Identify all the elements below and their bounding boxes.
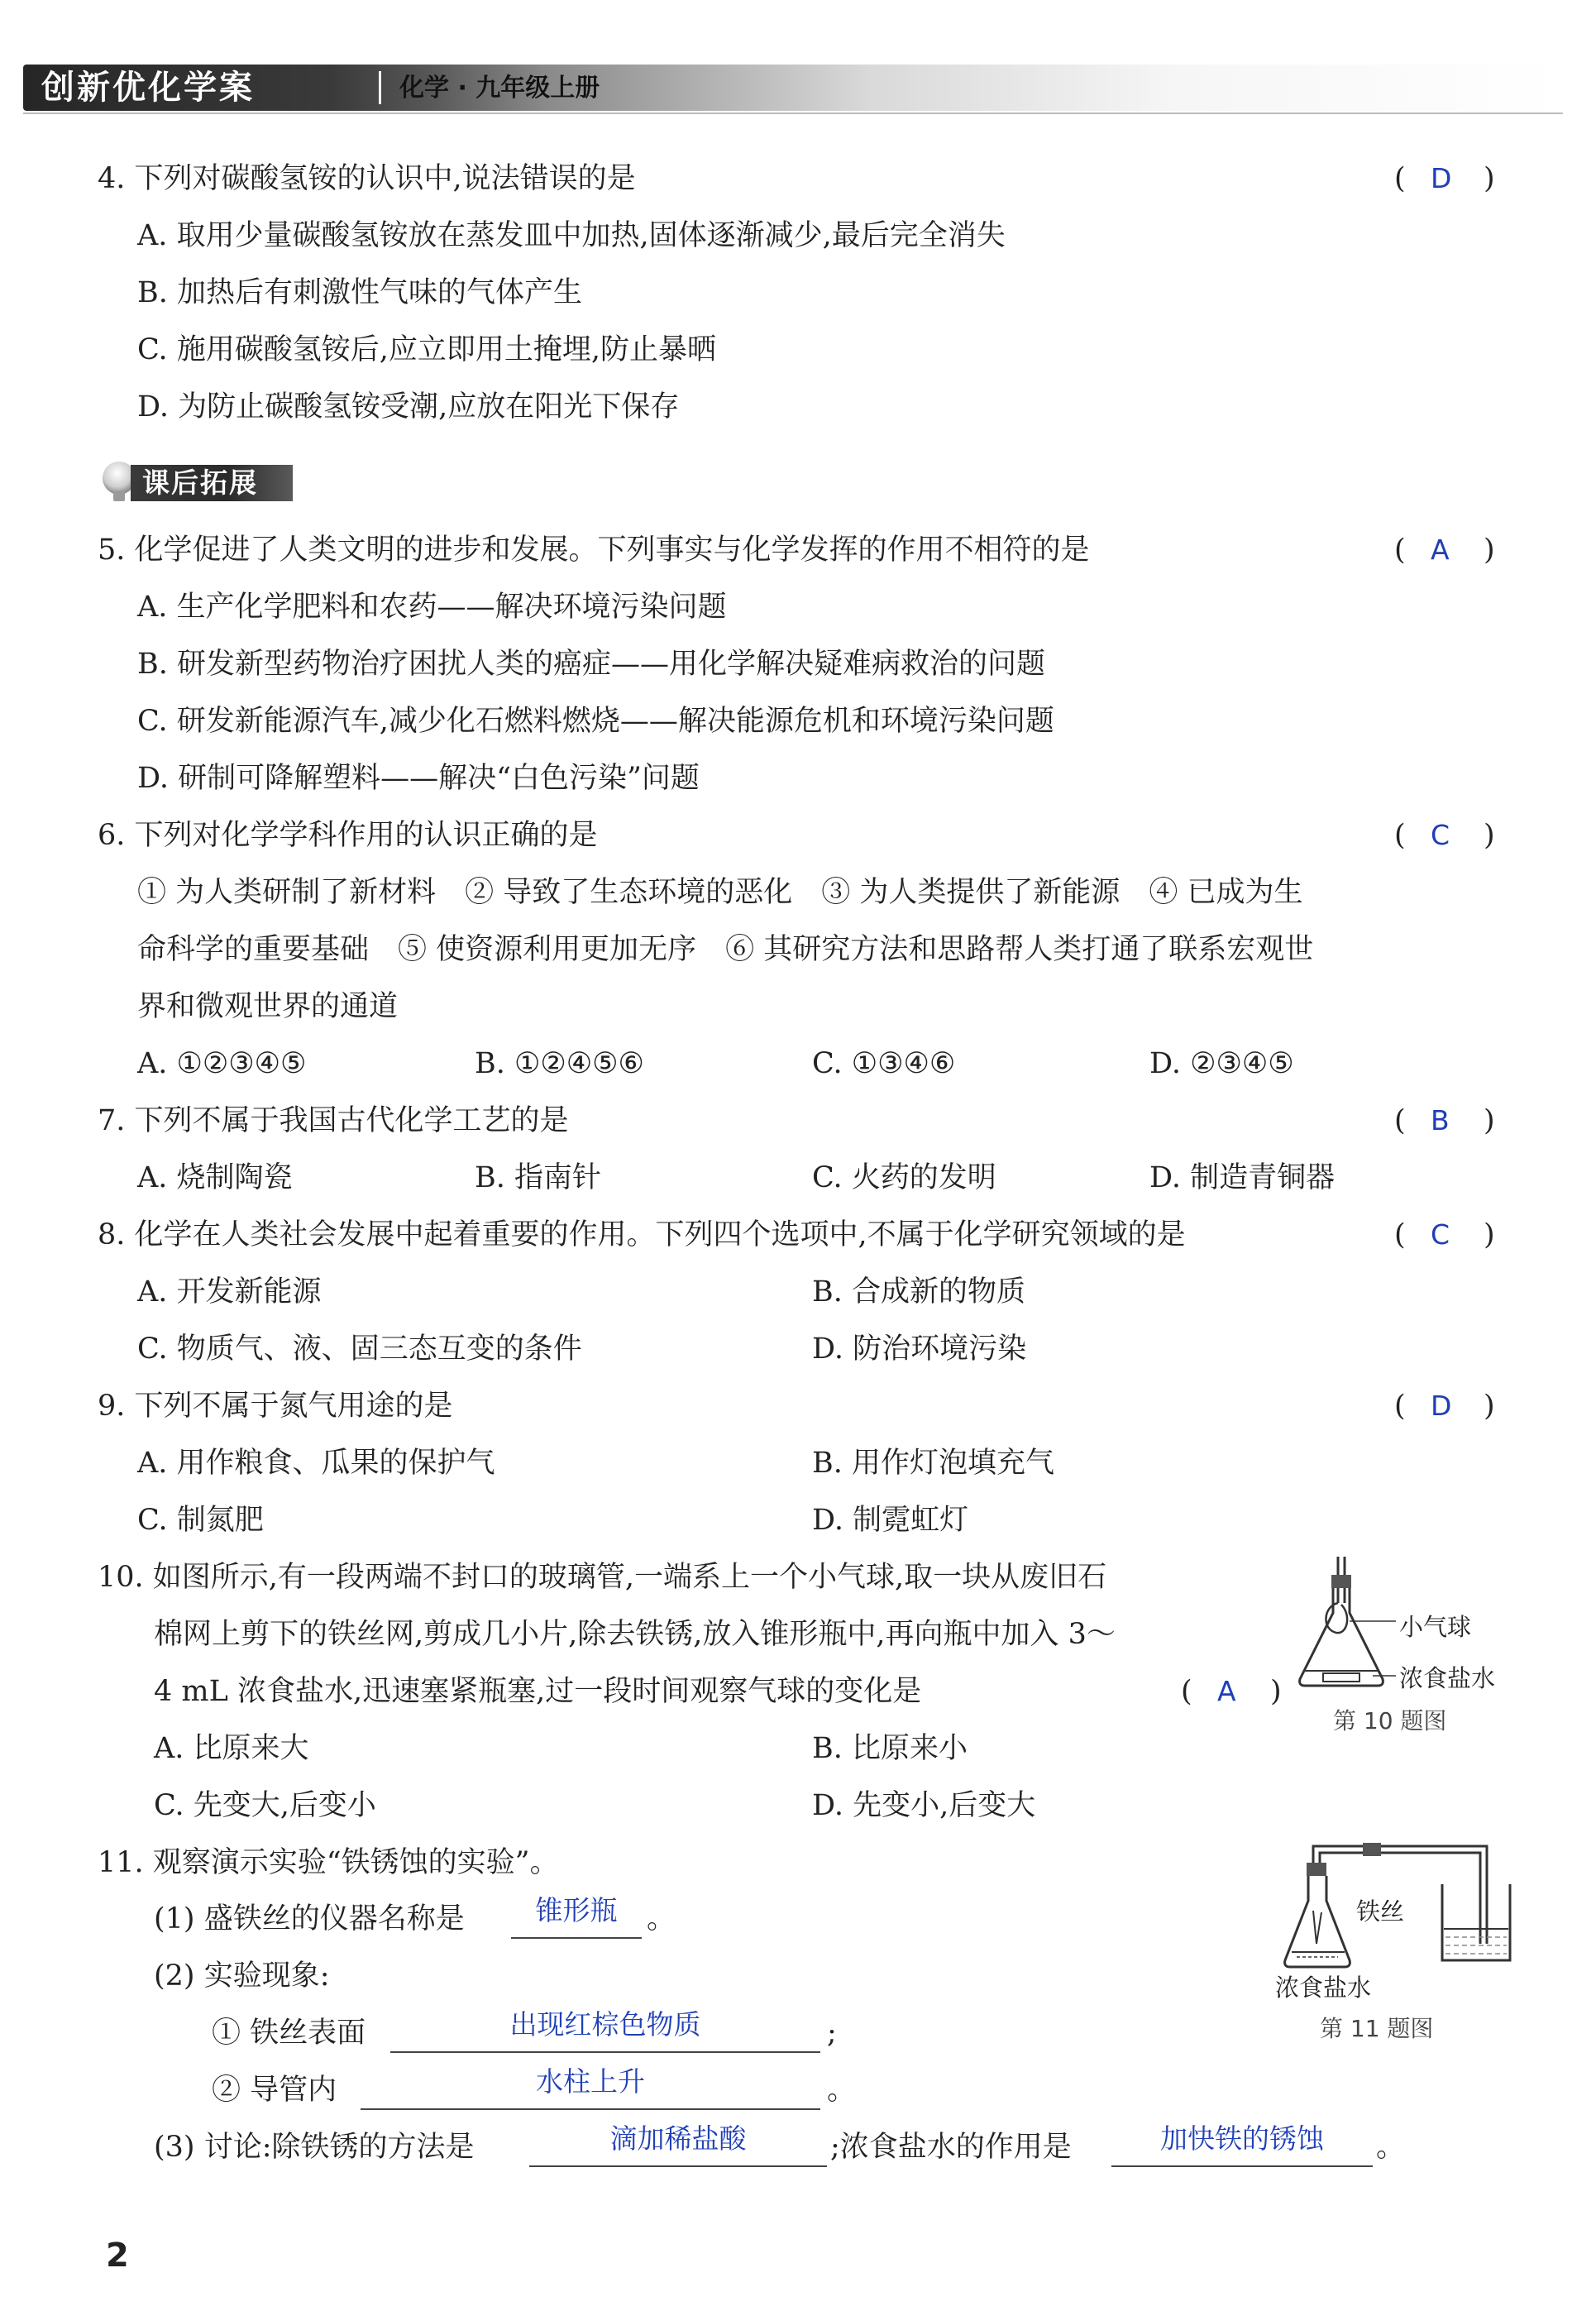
q8-stem: 8. 化学在人类社会发展中起着重要的作用。下列四个选项中,不属于化学研究领域的是 — [98, 1218, 1186, 1251]
q8-option-a: A. 开发新能源 — [137, 1275, 322, 1309]
q11-part1-answer: 锥形瓶 — [535, 1894, 618, 1926]
page-number: 2 — [106, 2237, 129, 2275]
q11-part2a-suffix: ; — [827, 2017, 837, 2050]
q11-part2a-prefix: ① 铁丝表面 — [212, 2017, 366, 2050]
q10-stem-line-2: 棉网上剪下的铁丝网,剪成几小片,除去铁锈,放入锥形瓶中,再向瓶中加入 3～ — [154, 1618, 1116, 1651]
paren-left: ( — [1394, 533, 1406, 567]
q4-option-b: B. 加热后有刺激性气味的气体产生 — [137, 276, 582, 309]
q7-option-a: A. 烧制陶瓷 — [137, 1161, 293, 1194]
q10-stem-line-3: 4 mL 浓食盐水,迅速塞紧瓶塞,过一段时间观察气球的变化是 — [154, 1675, 922, 1708]
paren-left: ( — [1181, 1675, 1192, 1708]
q9-option-b: B. 用作灯泡填充气 — [812, 1447, 1054, 1480]
q11-figure-caption: 第 11 题图 — [1320, 2015, 1434, 2042]
q11-part2a-blank — [390, 2051, 820, 2053]
paren-right: ) — [1484, 819, 1495, 852]
q9-option-a: A. 用作粮食、瓜果的保护气 — [137, 1447, 495, 1480]
q4-option-a: A. 取用少量碳酸氢铵放在蒸发皿中加热,固体逐渐减少,最后完全消失 — [137, 219, 1006, 252]
q5-option-c: C. 研发新能源汽车,减少化石燃料燃烧——解决能源危机和环境污染问题 — [137, 705, 1054, 738]
page-header — [23, 65, 1594, 111]
paren-left: ( — [1394, 162, 1406, 195]
q11-part2b-blank — [361, 2108, 820, 2110]
q6-body-line-1: ① 为人类研制了新材料 ② 导致了生态环境的恶化 ③ 为人类提供了新能源 ④ 已成为生 — [137, 876, 1303, 909]
q5-option-b: B. 研发新型药物治疗困扰人类的癌症——用化学解决疑难病救治的问题 — [137, 648, 1045, 681]
q10-flask-figure — [1290, 1555, 1406, 1704]
paren-left: ( — [1394, 819, 1406, 852]
paren-right: ) — [1484, 162, 1495, 195]
q10-option-a: A. 比原来大 — [154, 1732, 309, 1765]
q11-part3-prefix: (3) 讨论:除铁锈的方法是 — [154, 2131, 475, 2164]
q11-part3-answer-1: 滴加稀盐酸 — [609, 2122, 747, 2155]
q6-option-b: B. ①②④⑤⑥ — [475, 1047, 644, 1080]
q10-answer: A — [1217, 1675, 1236, 1707]
q11-part1-prefix: (1) 盛铁丝的仪器名称是 — [154, 1902, 465, 1935]
paren-left: ( — [1394, 1218, 1406, 1251]
q11-part1-suffix: 。 — [647, 1902, 676, 1935]
q6-option-c: C. ①③④⑥ — [812, 1047, 956, 1080]
q7-stem: 7. 下列不属于我国古代化学工艺的是 — [98, 1104, 569, 1137]
q8-option-b: B. 合成新的物质 — [812, 1275, 1025, 1309]
paren-right: ) — [1270, 1675, 1282, 1708]
q8-answer: C — [1431, 1218, 1450, 1251]
q10-label-salt-water: 浓食盐水 — [1399, 1664, 1496, 1692]
q10-stem-line-1: 10. 如图所示,有一段两端不封口的玻璃管,一端系上一个小气球,取一块从废旧石 — [98, 1561, 1107, 1594]
q11-part2: (2) 实验现象: — [154, 1959, 330, 1993]
series-logo: 创新优化学案 — [41, 69, 255, 107]
q4-option-c: C. 施用碳酸氢铵后,应立即用土掩埋,防止暴晒 — [137, 333, 717, 366]
q7-option-d: D. 制造青铜器 — [1149, 1161, 1336, 1194]
q9-option-c: C. 制氮肥 — [137, 1504, 264, 1537]
book-title: 化学 · 九年级上册 — [399, 74, 600, 103]
q4-stem: 4. 下列对碳酸氢铵的认识中,说法错误的是 — [98, 162, 636, 195]
q8-option-c: C. 物质气、液、固三态互变的条件 — [137, 1333, 582, 1366]
q6-body-line-2: 命科学的重要基础 ⑤ 使资源利用更加无序 ⑥ 其研究方法和思路帮人类打通了联系宏观世 — [137, 933, 1314, 966]
paren-right: ) — [1484, 1218, 1495, 1251]
q11-part3-middle: ;浓食盐水的作用是 — [830, 2131, 1072, 2164]
q11-part3-blank-2 — [1111, 2165, 1373, 2167]
q8-option-d: D. 防治环境污染 — [812, 1333, 1027, 1366]
q5-answer: A — [1431, 533, 1450, 566]
q6-option-d: D. ②③④⑤ — [1149, 1047, 1294, 1080]
paren-right: ) — [1484, 1104, 1495, 1137]
q10-option-d: D. 先变小,后变大 — [812, 1789, 1036, 1822]
q7-answer: B — [1431, 1104, 1450, 1136]
section-title: 课后拓展 — [142, 467, 258, 499]
q11-part3-suffix: 。 — [1376, 2131, 1406, 2164]
q11-part1-blank — [511, 1937, 642, 1939]
q7-option-b: B. 指南针 — [475, 1161, 601, 1194]
paren-left: ( — [1394, 1390, 1406, 1423]
paren-right: ) — [1484, 533, 1495, 567]
q11-part3-blank-1 — [529, 2165, 827, 2167]
q6-stem: 6. 下列对化学学科作用的认识正确的是 — [98, 819, 598, 852]
header-rule — [23, 112, 1563, 114]
q9-stem: 9. 下列不属于氮气用途的是 — [98, 1390, 453, 1423]
q11-part3-answer-2: 加快铁的锈蚀 — [1160, 2122, 1324, 2155]
q5-option-a: A. 生产化学肥料和农药——解决环境污染问题 — [137, 591, 727, 624]
q11-part2a-answer: 出现红棕色物质 — [509, 2008, 701, 2041]
q10-label-balloon: 小气球 — [1399, 1613, 1472, 1641]
q10-option-c: C. 先变大,后变小 — [154, 1789, 376, 1822]
paren-right: ) — [1484, 1390, 1495, 1423]
q6-option-a: A. ①②③④⑤ — [137, 1047, 307, 1080]
q9-answer: D — [1431, 1390, 1452, 1422]
q10-figure-caption: 第 10 题图 — [1333, 1707, 1447, 1734]
q4-answer: D — [1431, 162, 1452, 194]
section-banner — [98, 458, 288, 503]
q6-answer: C — [1431, 819, 1450, 851]
q6-body-line-3: 界和微观世界的通道 — [137, 990, 399, 1023]
q9-option-d: D. 制霓虹灯 — [812, 1504, 969, 1537]
q10-option-b: B. 比原来小 — [812, 1732, 968, 1765]
q5-option-d: D. 研制可降解塑料——解决“白色污染”问题 — [137, 762, 700, 795]
q11-stem: 11. 观察演示实验“铁锈蚀的实验”。 — [98, 1846, 559, 1879]
q11-label-salt-water: 浓食盐水 — [1275, 1974, 1372, 2002]
q11-part2b-prefix: ② 导管内 — [212, 2074, 337, 2107]
paren-left: ( — [1394, 1104, 1406, 1137]
q4-option-d: D. 为防止碳酸氢铵受潮,应放在阳光下保存 — [137, 390, 680, 423]
q11-part2b-answer: 水柱上升 — [536, 2065, 645, 2098]
q11-part2b-suffix: 。 — [827, 2074, 857, 2107]
q7-option-c: C. 火药的发明 — [812, 1161, 996, 1194]
header-divider — [379, 71, 381, 104]
q11-label-iron-wire: 铁丝 — [1356, 1897, 1405, 1926]
q5-stem: 5. 化学促进了人类文明的进步和发展。下列事实与化学发挥的作用不相符的是 — [98, 533, 1090, 567]
